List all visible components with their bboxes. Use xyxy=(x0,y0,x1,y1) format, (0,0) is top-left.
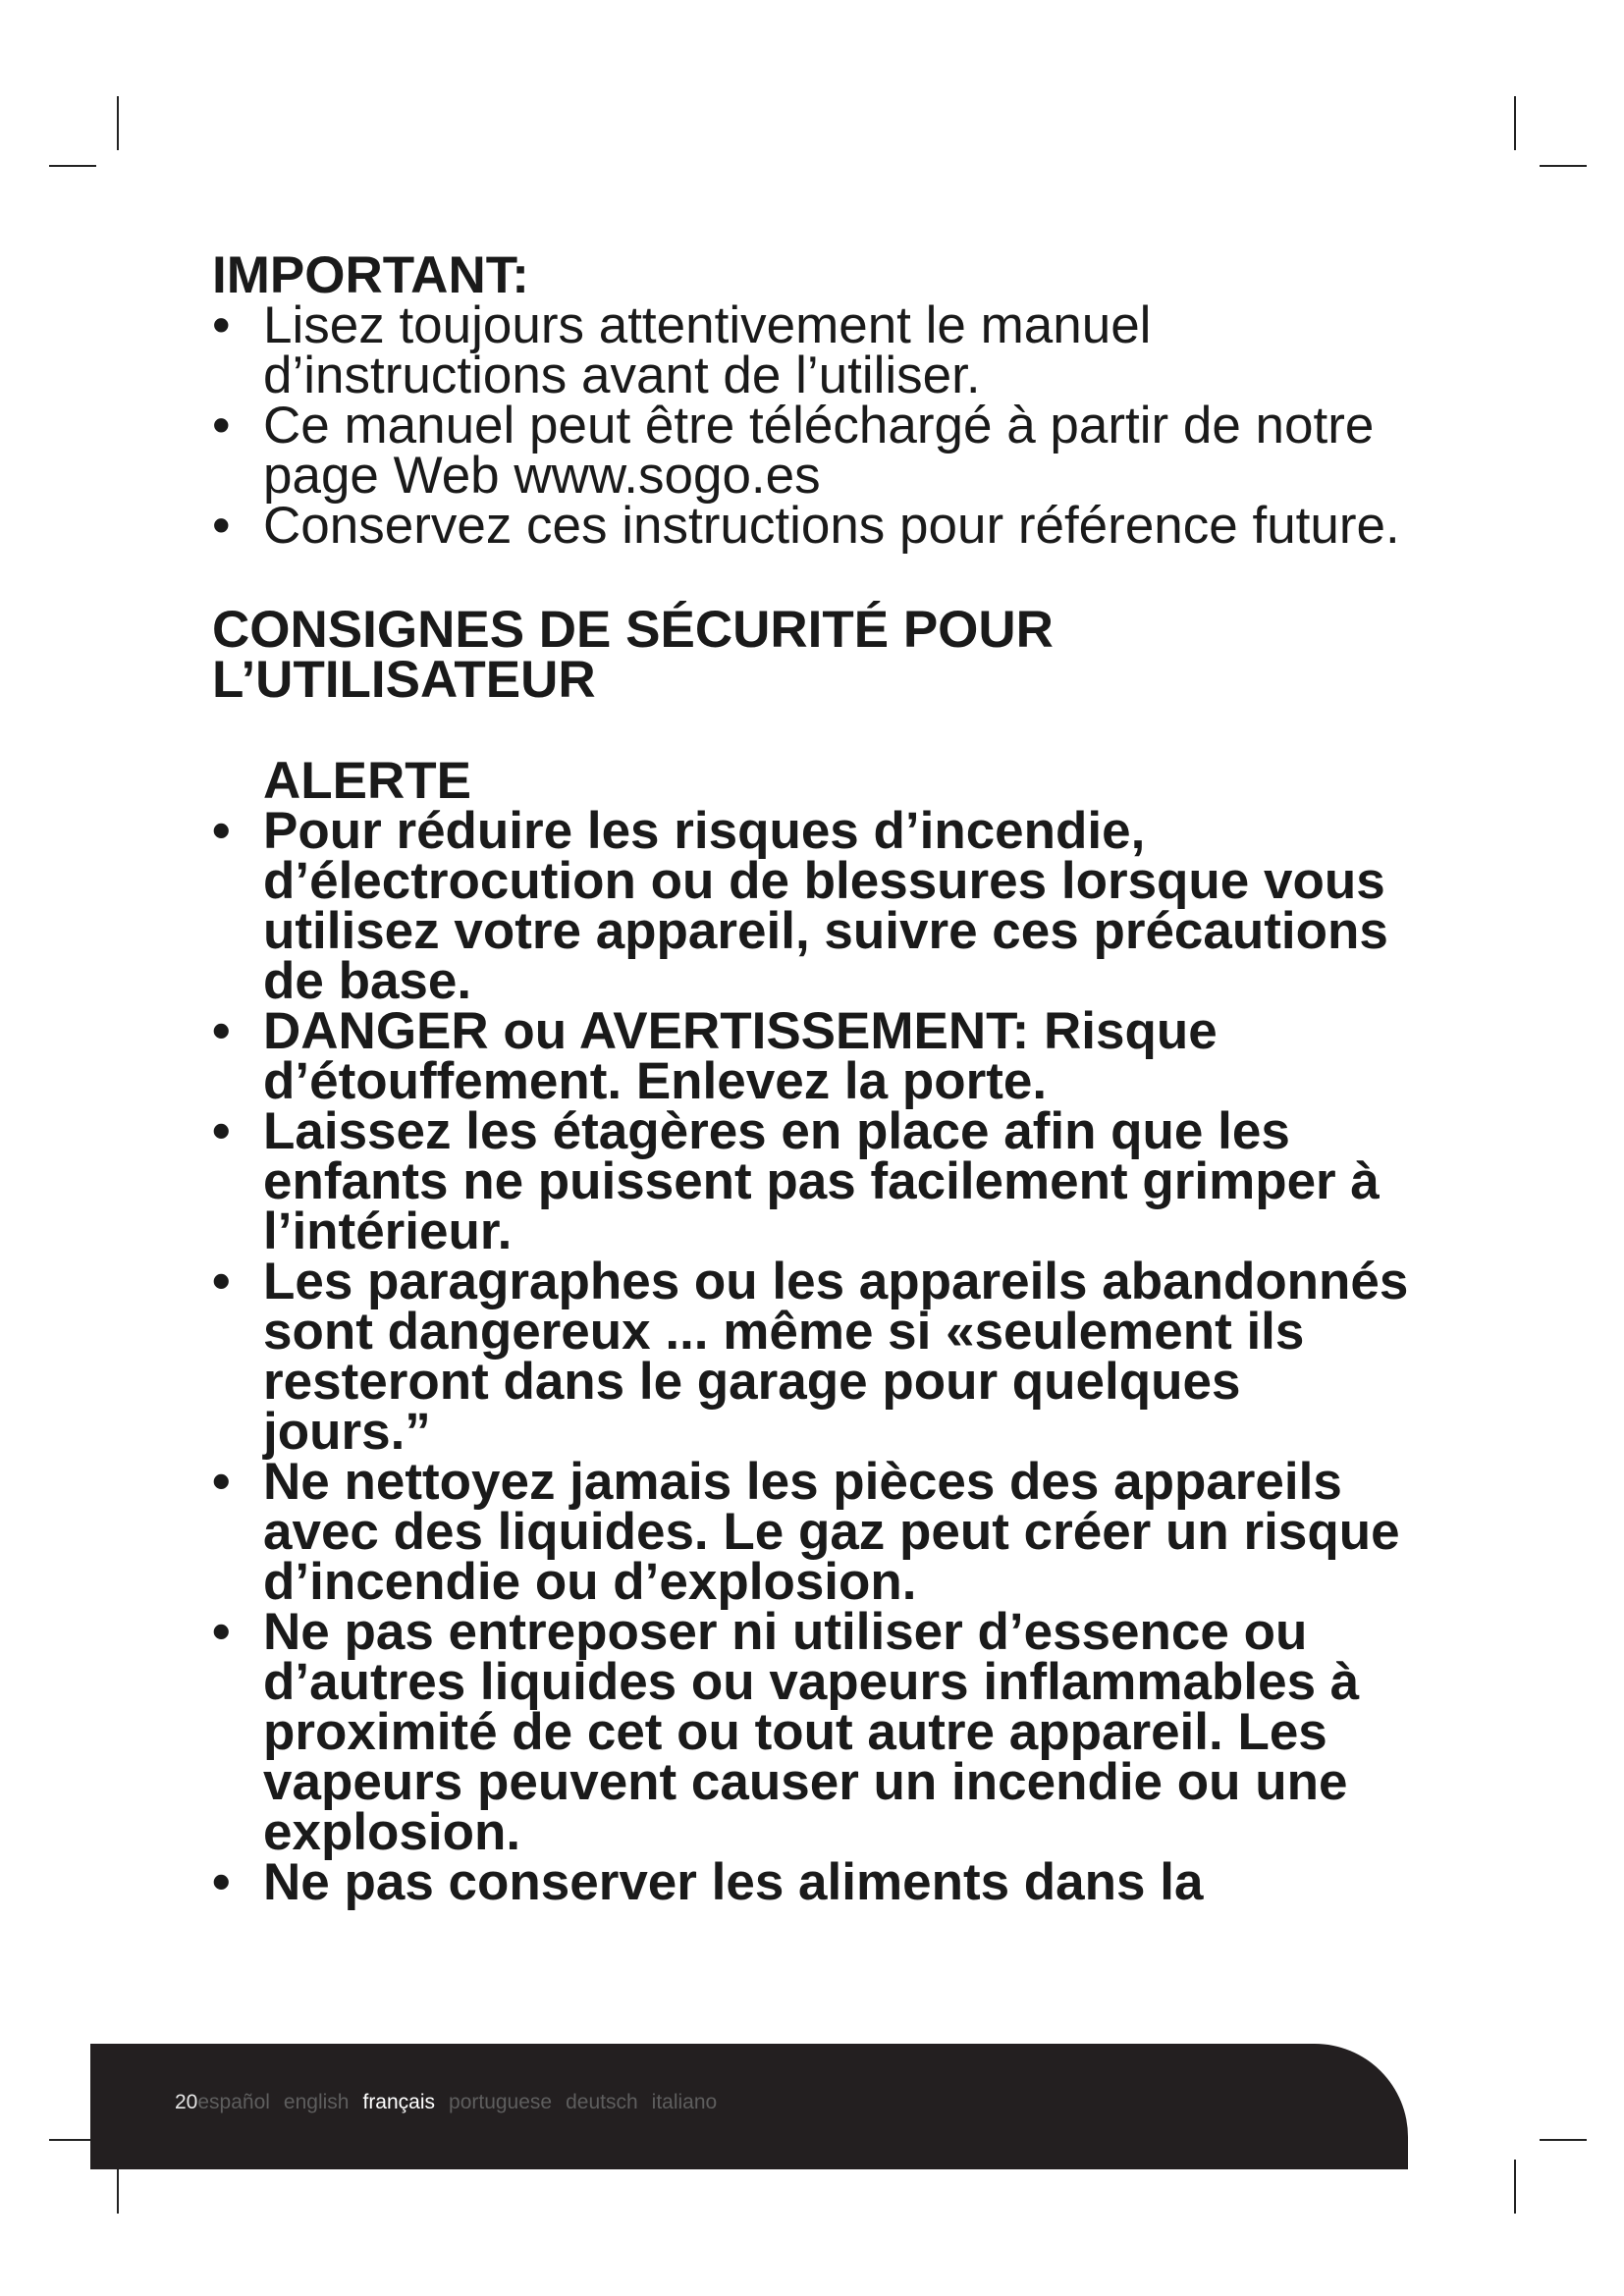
bullet-icon: • xyxy=(212,1603,231,1661)
list-item: • Laissez les étagères en place afin que les enfants ne puissent pas facilement grimper à l’intérieur. xyxy=(212,1102,1380,1260)
safety-heading: CONSIGNES DE SÉCURITÉ POUR L’UTILISATEUR xyxy=(212,601,1054,709)
language-link-espanol[interactable]: español xyxy=(197,2091,270,2113)
crop-mark-bottom-right-vertical xyxy=(1514,2160,1516,2214)
list-item: • Ne pas entreposer ni utiliser d’essence ou d’autres liquides ou vapeurs inflammables à proximité de cet ou tout autre appareil. Les vapeurs peuvent causer un incendie ou une explosion. xyxy=(212,1603,1360,1861)
crop-mark-top-right-vertical xyxy=(1514,96,1516,150)
language-link-italiano[interactable]: italiano xyxy=(651,2091,718,2113)
list-item: • Ne pas conserver les aliments dans la xyxy=(212,1853,1204,1911)
bullet-icon: • xyxy=(212,802,231,860)
page-number: 20 xyxy=(175,2091,198,2113)
bullet-icon: • xyxy=(212,1853,231,1911)
list-item: • Pour réduire les risques d’incendie, d’électrocution ou de blessures lorsque vous utilisez votre appareil, suivre ces précautions de base. xyxy=(212,802,1388,1010)
alert-label: ALERTE xyxy=(263,752,471,810)
language-link-portuguese[interactable]: portuguese xyxy=(449,2091,553,2113)
list-item: • Conservez ces instructions pour référence future. xyxy=(212,497,1400,555)
bullet-icon: • xyxy=(212,1453,231,1511)
crop-mark-bottom-left-horizontal xyxy=(49,2139,96,2141)
important-list xyxy=(212,296,1420,555)
crop-mark-bottom-right-horizontal xyxy=(1540,2139,1587,2141)
page-content xyxy=(212,246,1420,1911)
list-item: • DANGER ou AVERTISSEMENT: Risque d’étouffement. Enlevez la porte. xyxy=(212,1002,1218,1110)
list-item: • Les paragraphes ou les appareils abandonnés sont dangereux ... même si «seulement ils resteront dans le garage pour quelques jours.” xyxy=(212,1253,1409,1461)
language-link-francais[interactable]: français xyxy=(362,2091,436,2113)
list-item: • Lisez toujours attentivement le manuel d’instructions avant de l’utiliser. xyxy=(212,296,1152,404)
safety-list xyxy=(212,802,1420,1911)
bullet-icon: • xyxy=(212,296,231,354)
bullet-icon: • xyxy=(212,1002,231,1060)
list-item: • Ne nettoyez jamais les pièces des appareils avec des liquides. Le gaz peut créer un risque d’incendie ou d’explosion. xyxy=(212,1453,1400,1611)
crop-mark-top-left-horizontal xyxy=(49,165,96,167)
language-nav xyxy=(175,2091,731,2114)
important-heading: IMPORTANT: xyxy=(212,246,529,304)
bullet-icon: • xyxy=(212,1253,231,1310)
crop-mark-top-right-horizontal xyxy=(1540,165,1587,167)
footer-bar xyxy=(90,2044,1408,2169)
bullet-icon: • xyxy=(212,397,231,454)
crop-mark-top-left-vertical xyxy=(117,96,119,150)
list-item: • Ce manuel peut être téléchargé à partir de notre page Web www.sogo.es xyxy=(212,397,1375,505)
bullet-icon: • xyxy=(212,497,231,555)
language-link-deutsch[interactable]: deutsch xyxy=(566,2091,638,2113)
language-link-english[interactable]: english xyxy=(283,2091,350,2113)
bullet-icon: • xyxy=(212,1102,231,1160)
